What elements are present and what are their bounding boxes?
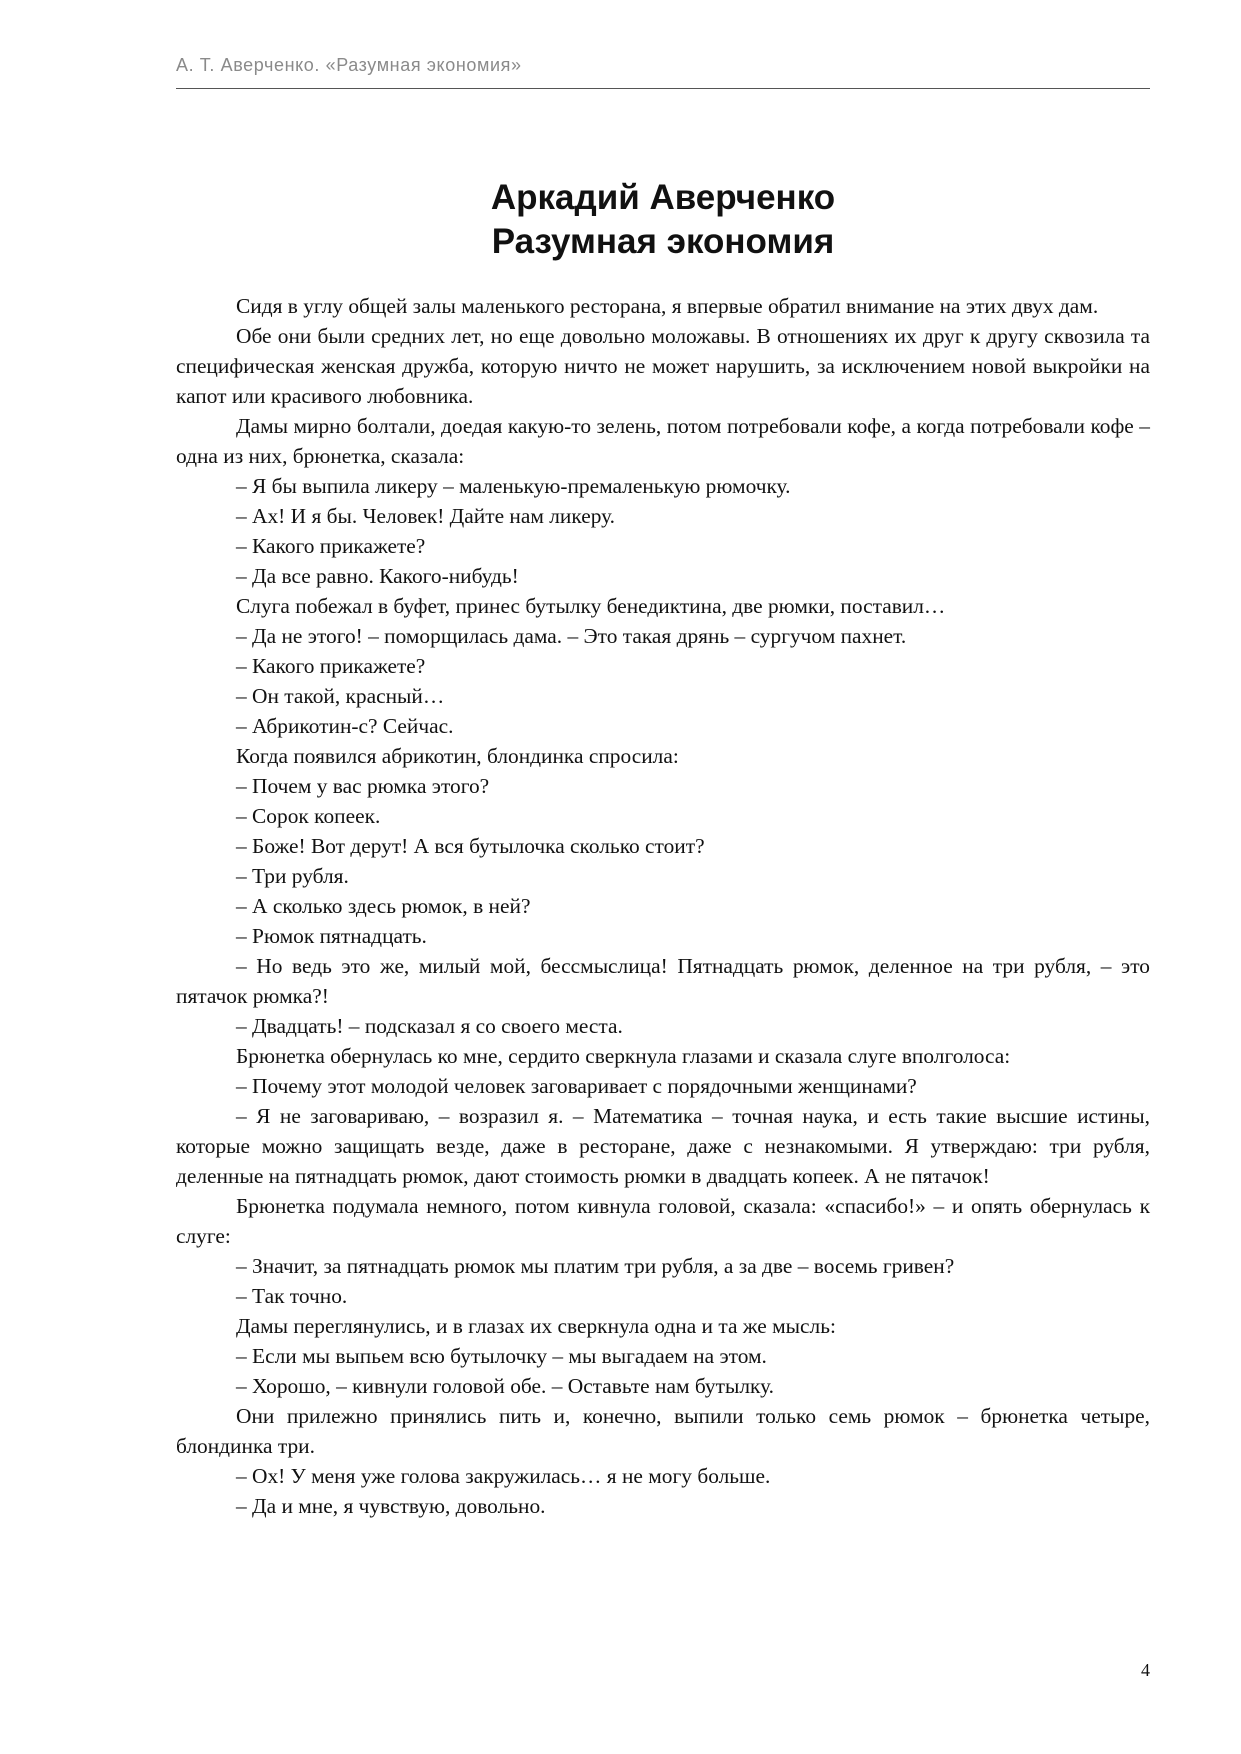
paragraph: Брюнетка обернулась ко мне, сердито сверкнула глазами и сказала слуге вполголоса:	[236, 1044, 1011, 1068]
author-title: Аркадий Аверченко	[490, 178, 836, 217]
story-text	[176, 291, 1150, 1521]
dialogue-line: – Он такой, красный…	[236, 684, 445, 708]
dialogue-line: – Боже! Вот дерут! А вся бутылочка сколько стоит?	[236, 834, 705, 858]
dialogue-line: – Абрикотин-с? Сейчас.	[236, 714, 454, 738]
dialogue-line: – Но ведь это же, милый мой, бессмыслица! Пятнадцать рюмок, деленное на три рубля, – это пятачок рюмка?!	[176, 954, 1150, 1008]
paragraph: Сидя в углу общей залы маленького ресторана, я впервые обратил внимание на этих двух дам.	[236, 294, 1099, 318]
paragraph: Дамы мирно болтали, доедая какую-то зелень, потом потребовали кофе, а когда потребовали кофе – одна из них, брюнетка, сказала:	[176, 414, 1150, 468]
dialogue-line: – Если мы выпьем всю бутылочку – мы выгадаем на этом.	[236, 1344, 767, 1368]
dialogue-line: – Да и мне, я чувствую, довольно.	[236, 1494, 546, 1518]
page-number: 4	[1141, 1660, 1150, 1680]
dialogue-line: – Да не этого! – поморщилась дама. – Это такая дрянь – сургучом пахнет.	[236, 624, 907, 648]
dialogue-line: – Да все равно. Какого-нибудь!	[236, 564, 519, 588]
paragraph: Брюнетка подумала немного, потом кивнула головой, сказала: «спасибо!» – и опять обернулась к слуге:	[176, 1194, 1150, 1248]
dialogue-line: – Какого прикажете?	[236, 654, 426, 678]
dialogue-line: – Так точно.	[236, 1284, 348, 1308]
dialogue-line: – Я бы выпила ликеру – маленькую-премаленькую рюмочку.	[236, 474, 791, 498]
dialogue-line: – Я не заговариваю, – возразил я. – Математика – точная наука, и есть такие высшие истины, которые можно защищать везде, даже в ресторане, даже с незнакомыми. Я утверждаю: три рубля, деленные на пятнадцать рюмок, дают стоимость рюмки в двадцать копеек. А не пятачок!	[176, 1104, 1150, 1188]
title-block	[176, 176, 1150, 264]
dialogue-line: – Рюмок пятнадцать.	[236, 924, 427, 948]
dialogue-line: – Почему этот молодой человек заговаривает с порядочными женщинами?	[236, 1074, 917, 1098]
dialogue-line: – Двадцать! – подсказал я со своего места.	[236, 1014, 623, 1038]
dialogue-line: – Три рубля.	[236, 864, 349, 888]
paragraph: Дамы переглянулись, и в глазах их сверкнула одна и та же мысль:	[236, 1314, 836, 1338]
paragraph: Слуга побежал в буфет, принес бутылку бенедиктина, две рюмки, поставил…	[236, 594, 946, 618]
work-title: Разумная экономия	[491, 222, 835, 261]
paragraph: Обе они были средних лет, но еще довольно моложавы. В отношениях их друг к другу сквозила та специфическая женская дружба, которую ничто не может нарушить, за исключением новой выкройки на капот или красивого любовника.	[176, 324, 1150, 408]
dialogue-line: – Хорошо, – кивнули головой обе. – Оставьте нам бутылку.	[236, 1374, 774, 1398]
dialogue-line: – Сорок копеек.	[236, 804, 381, 828]
dialogue-line: – Значит, за пятнадцать рюмок мы платим три рубля, а за две – восемь гривен?	[236, 1254, 955, 1278]
dialogue-line: – А сколько здесь рюмок, в ней?	[236, 894, 531, 918]
dialogue-line: – Ох! У меня уже голова закружилась… я не могу больше.	[236, 1464, 771, 1488]
dialogue-line: – Ах! И я бы. Человек! Дайте нам ликеру.	[236, 504, 616, 528]
paragraph: Они прилежно принялись пить и, конечно, выпили только семь рюмок – брюнетка четыре, блондинка три.	[176, 1404, 1150, 1458]
dialogue-line: – Какого прикажете?	[236, 534, 426, 558]
dialogue-line: – Почем у вас рюмка этого?	[236, 774, 490, 798]
header-divider	[176, 88, 1150, 89]
running-header: А. Т. Аверченко. «Разумная экономия»	[176, 55, 522, 75]
paragraph: Когда появился абрикотин, блондинка спросила:	[236, 744, 679, 768]
